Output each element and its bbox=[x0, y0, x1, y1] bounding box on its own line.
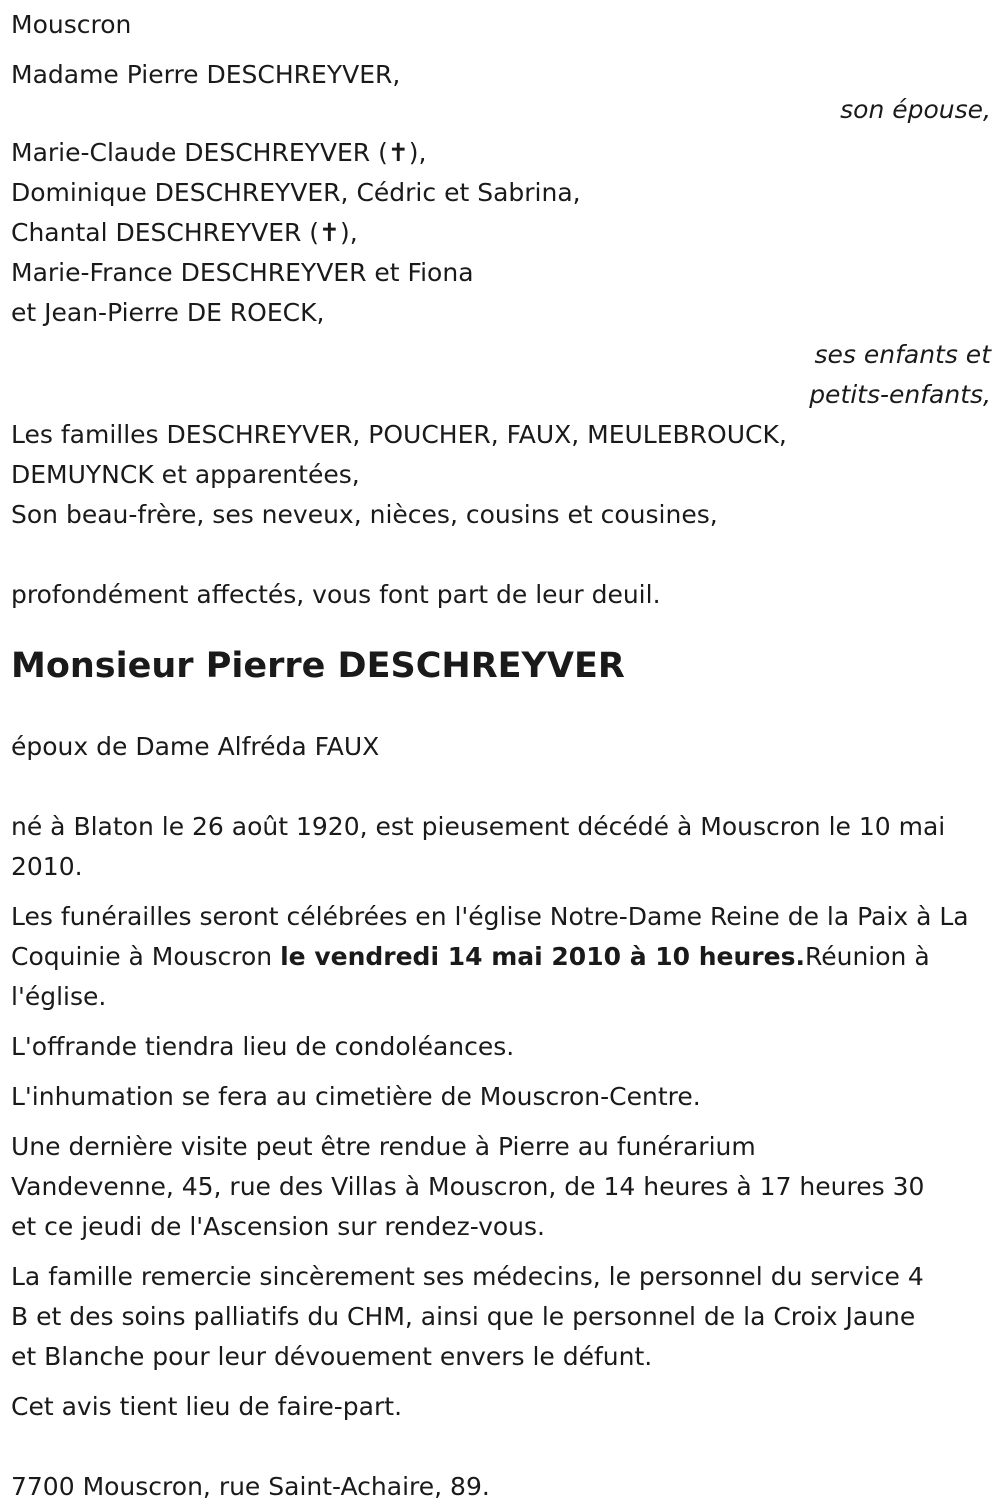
offering-text: L'offrande tiendra lieu de condoléances. bbox=[11, 1032, 515, 1061]
birth-death-text: né à Blaton le 26 août 1920, est pieusement décédé à Mouscron le 10 mai 2010. bbox=[11, 812, 946, 881]
child-line: et Jean-Pierre DE ROECK, bbox=[11, 298, 325, 327]
children-list bbox=[11, 133, 991, 333]
visit-line: Une dernière visite peut être rendue à Pierre au funérarium bbox=[11, 1132, 756, 1161]
funeral-date-bold: le vendredi 14 mai 2010 à 10 heures. bbox=[280, 942, 805, 971]
visit-line: et ce jeudi de l'Ascension sur rendez-vous. bbox=[11, 1212, 545, 1241]
thanks-paragraph bbox=[11, 1257, 991, 1377]
city-heading: Mouscron bbox=[11, 10, 132, 39]
spouse-of-text: époux de Dame Alfréda FAUX bbox=[11, 732, 380, 761]
burial-text: L'inhumation se fera au cimetière de Mouscron-Centre. bbox=[11, 1082, 701, 1111]
child-line: Marie-Claude DESCHREYVER (✝), bbox=[11, 138, 427, 167]
address-text: 7700 Mouscron, rue Saint-Achaire, 89. bbox=[11, 1472, 490, 1501]
children-role-line-1: ses enfants et bbox=[814, 340, 991, 369]
thanks-line: et Blanche pour leur dévouement envers le défunt. bbox=[11, 1342, 653, 1371]
family-line: Les familles DESCHREYVER, POUCHER, FAUX, MEULEBROUCK, bbox=[11, 420, 787, 449]
families-list bbox=[11, 415, 991, 535]
thanks-line: B et des soins palliatifs du CHM, ainsi que le personnel de la Croix Jaune bbox=[11, 1302, 916, 1331]
funeral-text-before: Les funérailles seront célébrées en l'église Notre-Dame Reine de la Paix à La Coquinie à Mouscron bbox=[11, 902, 969, 971]
visit-paragraph bbox=[11, 1127, 991, 1247]
funeral-text bbox=[11, 897, 991, 1017]
thanks-line: La famille remercie sincèrement ses médecins, le personnel du service 4 bbox=[11, 1262, 924, 1291]
spouse-name: Madame Pierre DESCHREYVER, bbox=[11, 60, 401, 89]
child-line: Chantal DESCHREYVER (✝), bbox=[11, 218, 358, 247]
notice-text: Cet avis tient lieu de faire-part. bbox=[11, 1392, 403, 1421]
children-role-line-2: petits-enfants, bbox=[809, 380, 991, 409]
spouse-role: son épouse, bbox=[840, 95, 991, 124]
funeral-text-after: Réunion à l'église. bbox=[11, 942, 930, 1011]
deceased-name: Monsieur Pierre DESCHREYVER bbox=[11, 646, 625, 686]
family-line: DEMUYNCK et apparentées, bbox=[11, 460, 360, 489]
announcement-text: profondément affectés, vous font part de leur deuil. bbox=[11, 580, 661, 609]
child-line: Dominique DESCHREYVER, Cédric et Sabrina, bbox=[11, 178, 581, 207]
family-line: Son beau-frère, ses neveux, nièces, cousins et cousines, bbox=[11, 500, 718, 529]
visit-line: Vandevenne, 45, rue des Villas à Mouscron, de 14 heures à 17 heures 30 bbox=[11, 1172, 925, 1201]
child-line: Marie-France DESCHREYVER et Fiona bbox=[11, 258, 474, 287]
obituary-document bbox=[11, 5, 991, 1507]
